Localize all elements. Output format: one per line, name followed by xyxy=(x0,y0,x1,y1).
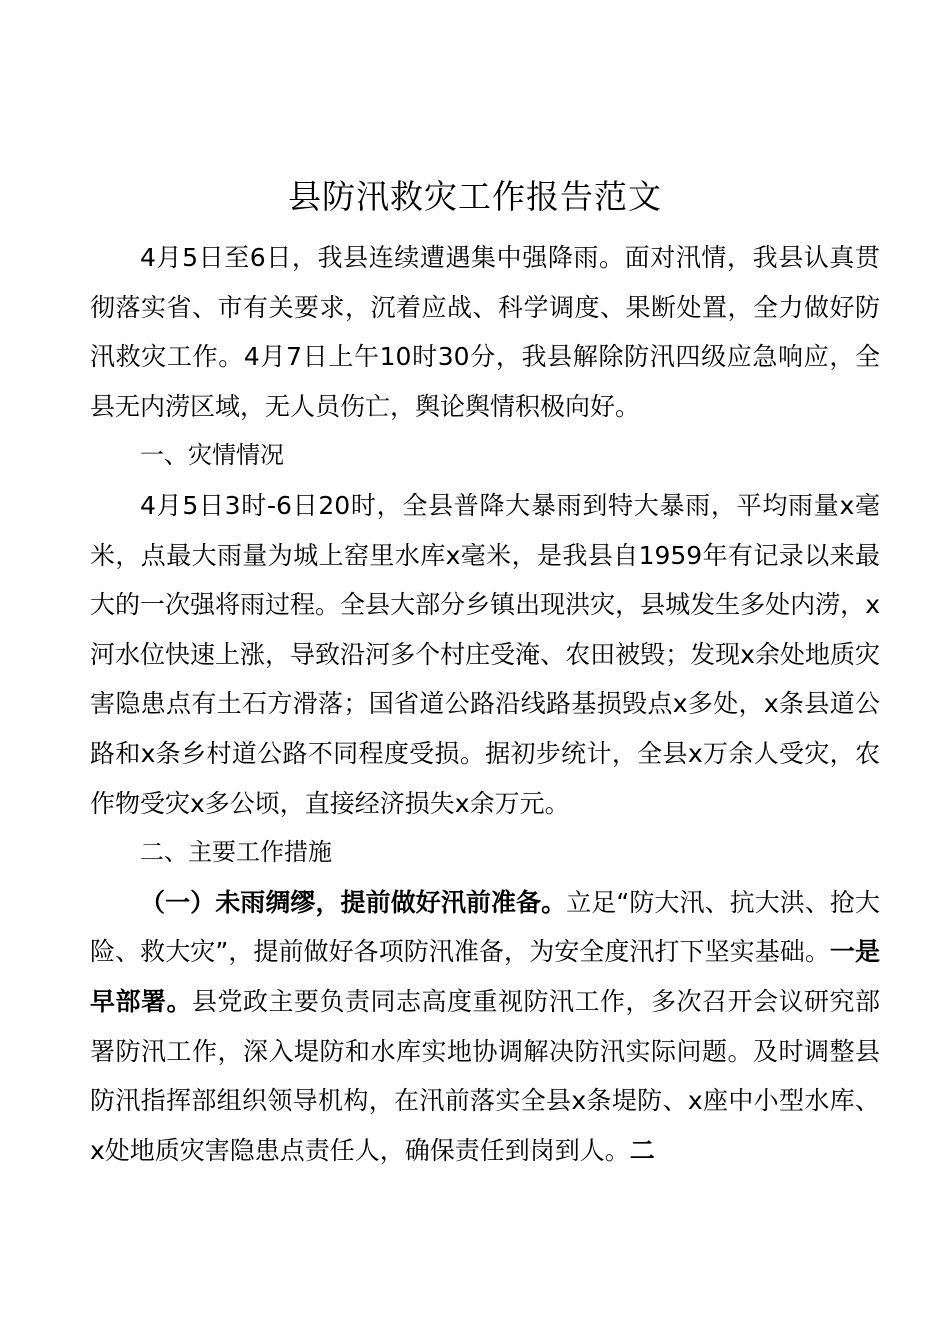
document-title: 县防汛救灾工作报告范文 xyxy=(288,177,662,216)
measure-paragraph xyxy=(90,878,880,1176)
measure-text: 立足“防大汛、抗大洪、抢大险、救大灾”，提前做好各项防汛准备，为安全度汛打下坚实基础。 xyxy=(90,887,880,967)
disaster-paragraph: 4月5日3时-6日20时，全县普降大暴雨到特大暴雨，平均雨量x毫米，点最大雨量为城上窑里水库x毫米，是我县自1959年有记录以来最大的一次强将雨过程。全县大部分乡镇出现洪灾，县城发生多处内涝，x河水位快速上涨，导致沿河多个村庄受淹、农田被毁；发现x余处地质灾害隐患点有土石方滑落；国省道公路沿线路基损毁点x多处，x条县道公路和x条乡村道公路不同程度受损。据初步统计，全县x万余人受灾，农作物受灾x多公顷，直接经济损失x余万元。 xyxy=(90,490,880,818)
measure-subtitle-2: 二 xyxy=(629,1135,655,1165)
section-heading-disaster: 一、灾情情况 xyxy=(140,441,284,470)
section-heading-measures: 二、主要工作措施 xyxy=(140,838,332,867)
measure-subtext-1: 县党政主要负责同志高度重视防汛工作，多次召开会议研究部署防汛工作，深入堤防和水库实地协调解决防汛实际问题。及时调整县防汛指挥部组织领导机构，在汛前落实全县x条堤防、x座中小型水库、x处地质灾害隐患点责任人，确保责任到岗到人。 xyxy=(90,986,880,1165)
measure-subtitle-1: 一是早部署。 xyxy=(90,937,880,1016)
intro-paragraph: 4月5日至6日，我县连续遭遇集中强降雨。面对汛情，我县认真贯彻落实省、市有关要求，沉着应战、科学调度、果断处置，全力做好防汛救灾工作。4月7日上午10时30分，我县解除防汛四级应急响应，全县无内涝区域，无人员伤亡，舆论舆情积极向好。 xyxy=(90,243,880,421)
document-body xyxy=(90,233,880,1175)
measure-title: （一）未雨绸缪，提前做好汛前准备。 xyxy=(140,887,567,917)
